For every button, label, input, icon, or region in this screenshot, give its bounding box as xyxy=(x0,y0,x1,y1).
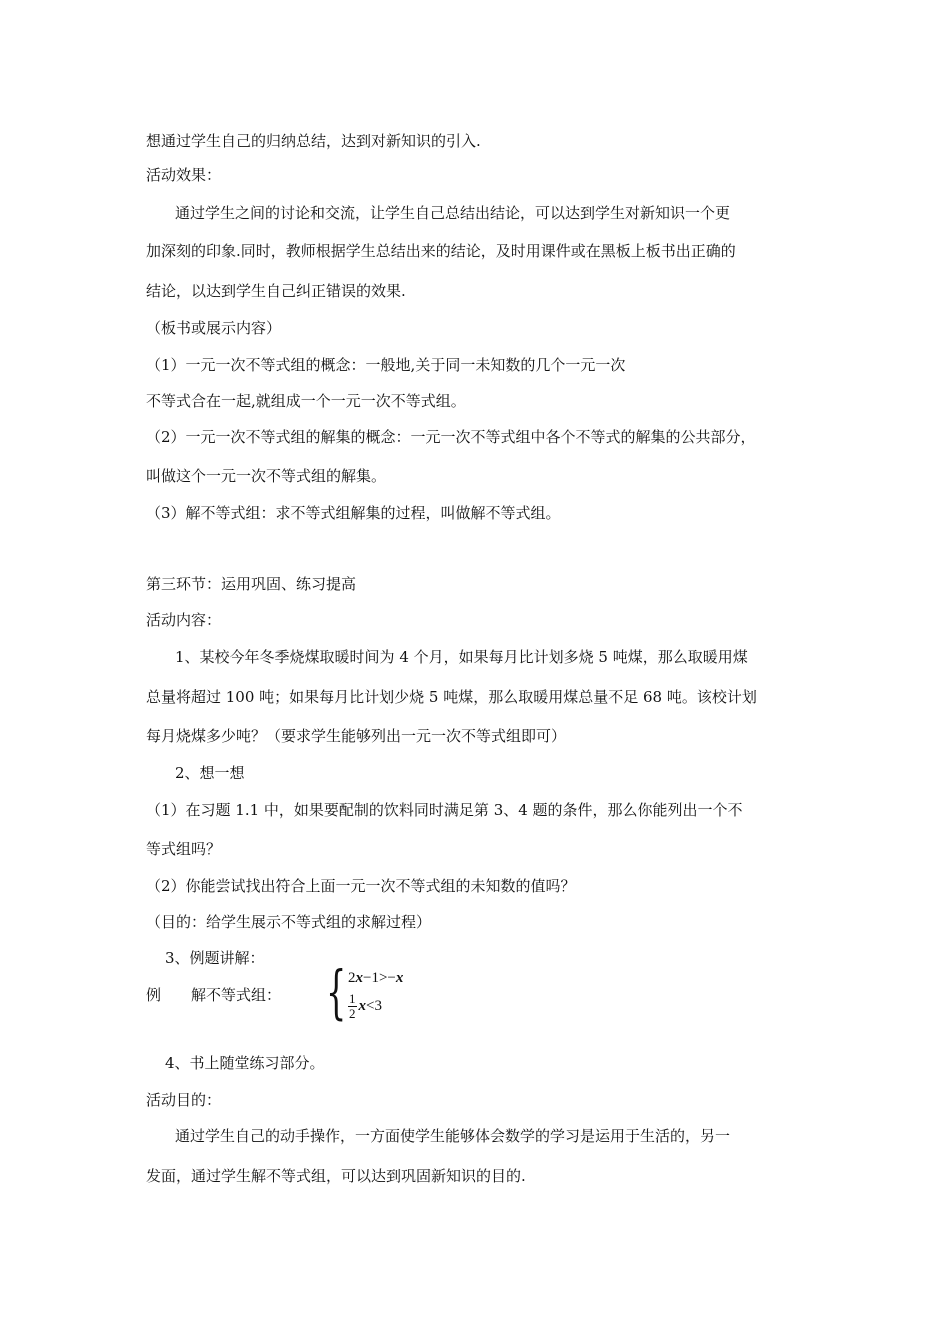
text-line: 叫做这个一元一次不等式组的解集。 xyxy=(146,467,387,485)
text-line: 等式组吗？ xyxy=(146,840,222,858)
text-line: 发面，通过学生解不等式组，可以达到巩固新知识的目的. xyxy=(146,1167,526,1185)
text-line: 不等式合在一起,就组成一个一元一次不等式组。 xyxy=(146,392,466,410)
text-line: 结论，以达到学生自己纠正错误的效果. xyxy=(146,282,406,300)
text-line: （1）在习题 1.1 中，如果要配制的饮料同时满足第 3、4 题的条件，那么你能列出一个不 xyxy=(146,801,743,819)
inequality-2: $\frac{1}{2}$ x<3 xyxy=(349,991,382,1021)
text-line: （2）一元一次不等式组的解集的概念：一元一次不等式组中各个不等式的解集的公共部分， xyxy=(146,428,756,446)
section-heading: 第三环节：运用巩固、练习提高 xyxy=(146,575,357,593)
text-line: 例 解不等式组： xyxy=(146,986,282,1004)
section-label: 活动效果： xyxy=(146,166,222,184)
text-line: 总量将超过 100 吨；如果每月比计划少烧 5 吨煤，那么取暖用煤总量不足 68 吨。该校计划 xyxy=(146,688,757,706)
inequality-system xyxy=(326,958,446,1026)
text-line: 2、想一想 xyxy=(175,764,245,782)
text-line: 1、某校今年冬季烧煤取暖时间为 4 个月，如果每月比计划多烧 5 吨煤，那么取暖用煤 xyxy=(175,648,748,666)
text-line: （3）解不等式组：求不等式组解集的过程，叫做解不等式组。 xyxy=(146,504,561,522)
text-line: 通过学生自己的动手操作，一方面使学生能够体会数学的学习是运用于生活的，另一 xyxy=(175,1127,731,1145)
fraction-half: $\frac{1}{2}$ xyxy=(349,991,356,1021)
section-label: 活动目的： xyxy=(146,1091,222,1109)
section-label: 活动内容： xyxy=(146,611,222,629)
text-line: 每月烧煤多少吨？（要求学生能够列出一元一次不等式组即可） xyxy=(146,727,567,745)
text-line: 想通过学生自己的归纳总结，达到对新知识的引入. xyxy=(146,132,481,150)
text-line: 3、例题讲解： xyxy=(165,949,265,967)
left-brace: { xyxy=(326,958,347,1026)
text-line: （板书或展示内容） xyxy=(146,319,282,337)
inequality-1: 2x−1>−x xyxy=(348,970,404,986)
text-line: （1）一元一次不等式组的概念：一般地,关于同一未知数的几个一元一次 xyxy=(146,356,626,374)
text-line: 通过学生之间的讨论和交流，让学生自己总结出结论，可以达到学生对新知识一个更 xyxy=(175,204,731,222)
text-line: （2）你能尝试找出符合上面一元一次不等式组的未知数的值吗？ xyxy=(146,877,576,895)
text-line: 加深刻的印象.同时，教师根据学生总结出来的结论，及时用课件或在黑板上板书出正确的 xyxy=(146,242,736,260)
text-line: （目的：给学生展示不等式组的求解过程） xyxy=(146,913,432,931)
text-line: 4、书上随堂练习部分。 xyxy=(165,1054,325,1072)
